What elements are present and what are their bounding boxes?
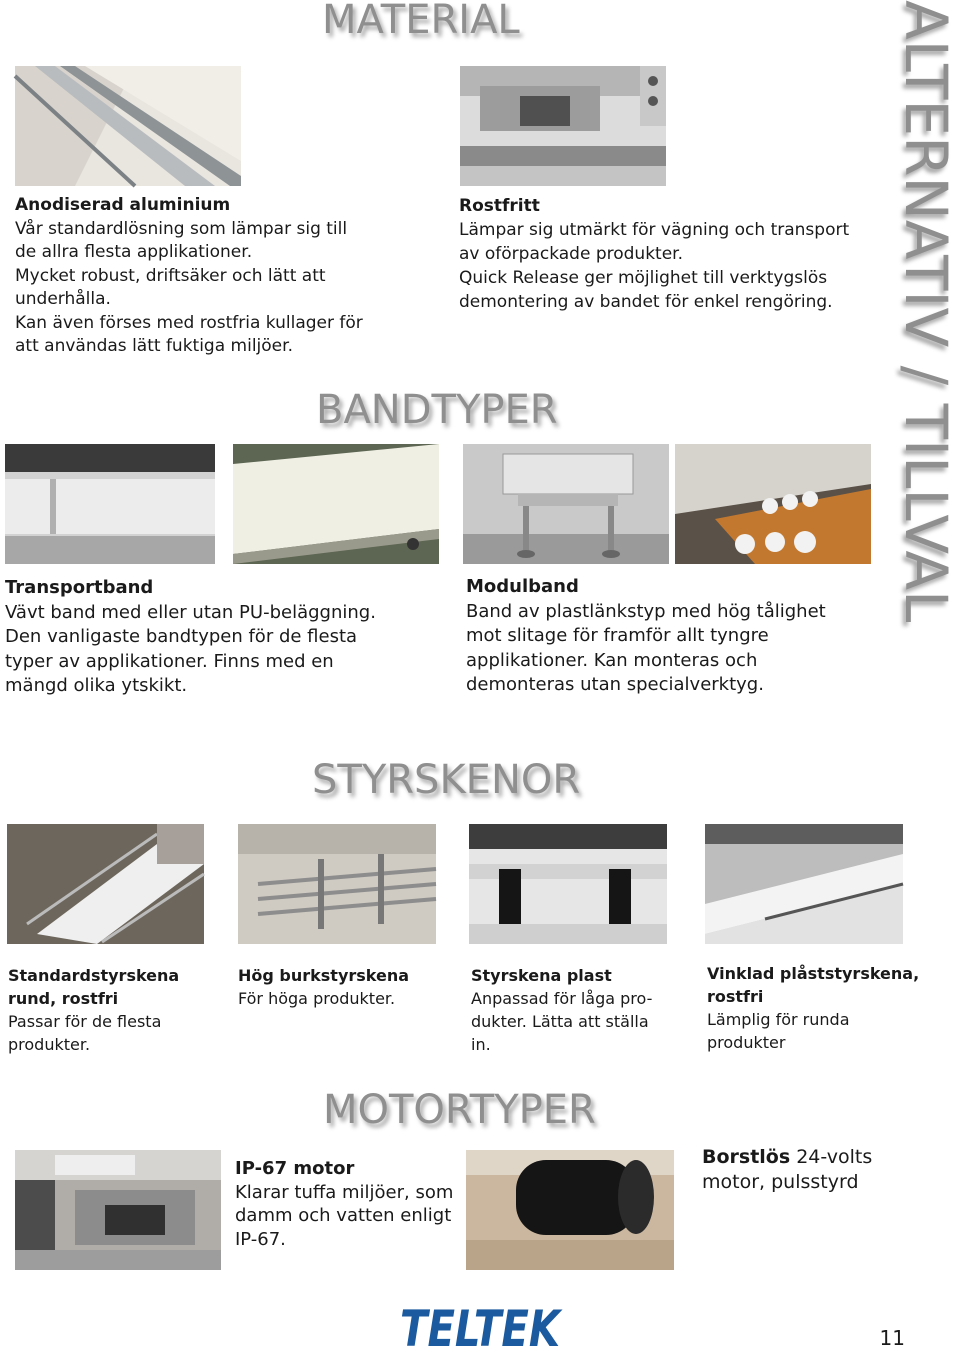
transportband-line: mängd olika ytskikt. [5, 675, 188, 696]
borstlos-line: motor, pulsstyrd [702, 1171, 859, 1193]
modulband-photo-2 [675, 444, 871, 564]
anodized-line: de allra flesta applikationer. [15, 242, 253, 262]
styrskena-line: produkter [707, 1033, 786, 1052]
transportband-title: Transportband [5, 577, 154, 598]
stainless-line: Quick Release ger möjlighet till verktygslös [459, 268, 828, 288]
heading-material: MATERIAL [322, 0, 520, 43]
styrskena-line: in. [471, 1035, 491, 1054]
styrskena-line: produkter. [8, 1035, 91, 1054]
styrskena-line: För höga produkter. [238, 989, 396, 1008]
transportband-line: Vävt band med eller utan PU-beläggning. [5, 601, 376, 623]
styrskena-title: Standardstyrskena [8, 966, 180, 985]
modulband-photo-1 [463, 444, 669, 564]
styrskena-text-1 [8, 964, 179, 1056]
styrskena-photo-1 [7, 824, 204, 944]
styrskena-text-2 [238, 964, 409, 1010]
styrskena-line: Lämplig för runda [707, 1010, 850, 1029]
modulband-line: mot slitage för framför allt tyngre [466, 625, 769, 646]
anodized-aluminium-title: Anodiserad aluminium [15, 195, 231, 215]
ip67-line: IP-67. [235, 1228, 286, 1250]
side-heading-alternativ: ALTERNATIV / TILLVAL [892, 0, 960, 623]
styrskena-photo-4 [705, 824, 903, 944]
page-number: 11 [879, 1326, 905, 1350]
styrskena-title: Hög burkstyrskena [238, 966, 410, 985]
styrskena-title: rostfri [707, 987, 764, 1006]
transportband-line: Den vanligaste bandtypen för de flesta [5, 626, 358, 647]
styrskena-title: rund, rostfri [8, 989, 119, 1008]
styrskena-photo-2 [238, 824, 436, 944]
ip67-motor-text [235, 1157, 453, 1251]
stainless-line: demontering av bandet för enkel rengöring. [459, 292, 833, 312]
styrskena-line: dukter. Lätta att ställa [471, 1012, 649, 1031]
modulband-line: applikationer. Kan monteras och [466, 649, 758, 671]
borstlos-title: Borstlös [702, 1146, 791, 1168]
heading-bandtyper: BANDTYPER [316, 387, 558, 433]
stainless-line: Lämpar sig utmärkt för vägning och transport [459, 220, 850, 240]
teltek-logo-svg [398, 1300, 563, 1357]
styrskena-title: Styrskena plast [471, 966, 612, 985]
styrskena-photo-3 [469, 824, 667, 944]
anodized-line: Kan även förses med rostfria kullager för [15, 312, 363, 333]
borstlos-rest: 24-volts [790, 1146, 873, 1168]
teltek-logo [398, 1300, 563, 1357]
stainless-steel-photo [460, 66, 666, 186]
modulband-line: Band av plastlänkstyp med hög tålighet [466, 600, 826, 622]
modulband-title: Modulband [466, 576, 579, 597]
transportband-photo-2 [233, 444, 439, 564]
borstlos-motor-photo [466, 1150, 674, 1270]
styrskena-text-3 [471, 964, 652, 1056]
ip67-line: Klarar tuffa miljöer, som [235, 1181, 454, 1203]
transportband-text [5, 576, 376, 699]
transportband-photo-1 [5, 444, 215, 564]
logo-text: TELTEK [400, 1300, 563, 1357]
stainless-title: Rostfritt [459, 196, 540, 216]
ip67-line: damm och vatten enligt [235, 1205, 452, 1226]
heading-motortyper: MOTORTYPER [323, 1087, 596, 1133]
anodized-line: att användas lätt fuktiga miljöer. [15, 336, 293, 356]
ip67-motor-photo [15, 1150, 221, 1270]
transportband-line: typer av applikationer. Finns med en [5, 650, 334, 672]
ip67-title: IP-67 motor [235, 1158, 355, 1179]
styrskena-title: Vinklad plåststyrskena, [707, 964, 920, 983]
borstlos-motor-text [702, 1145, 872, 1195]
modulband-line: demonteras utan specialverktyg. [466, 674, 764, 695]
modulband-text [466, 575, 826, 698]
stainless-steel-text [459, 194, 849, 314]
styrskena-line: Anpassad för låga pro- [471, 989, 653, 1008]
anodized-aluminium-text [15, 194, 363, 359]
anodized-line: Mycket robust, driftsäker och lätt att [15, 265, 326, 286]
heading-styrskenor: STYRSKENOR [312, 757, 581, 803]
styrskena-text-4 [707, 962, 919, 1054]
stainless-line: av oförpackade produkter. [459, 244, 684, 264]
anodized-line: Vår standardlösning som lämpar sig till [15, 218, 348, 239]
styrskena-line: Passar för de flesta [8, 1012, 162, 1031]
anodized-line: underhålla. [15, 289, 111, 309]
anodized-aluminium-photo [15, 66, 241, 186]
